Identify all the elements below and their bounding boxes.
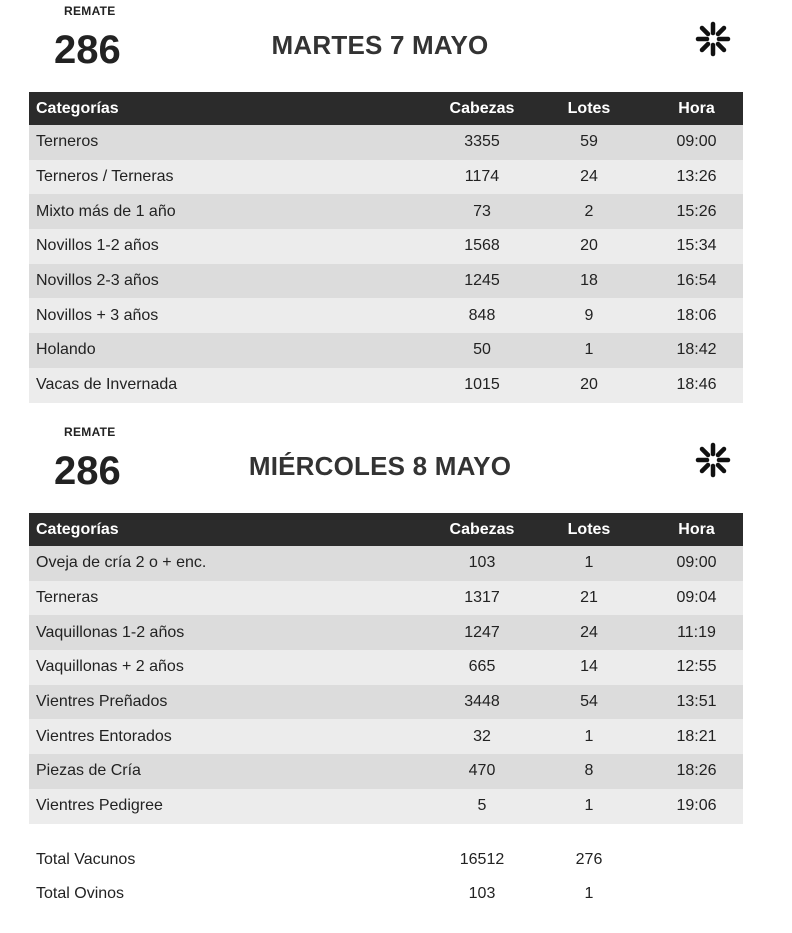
cell-categoria: Vientres Preñados [29,685,436,720]
cell-categoria: Terneras [29,581,436,616]
cell-cabezas: 1317 [436,581,528,616]
cell-hora: 13:51 [650,685,743,720]
header-cabezas: Cabezas [436,513,528,546]
cell-lotes: 14 [528,650,650,685]
table-row [29,650,743,685]
remate-label: REMATE [64,4,116,18]
day-title: MARTES 7 MAYO [271,30,489,60]
cell-hora: 18:46 [650,368,743,403]
cell-categoria: Vientres Entorados [29,719,436,754]
cell-cabezas: 1174 [436,160,528,195]
remate-number: 286 [54,449,121,493]
cell-lotes: 54 [528,685,650,720]
cell-categoria: Mixto más de 1 año [29,194,436,229]
cell-lotes: 1 [528,546,650,581]
table-row [29,368,743,403]
cell-hora: 11:19 [650,615,743,650]
cell-hora: 19:06 [650,789,743,824]
starburst-logo-icon [694,441,732,479]
total-label: Total Ovinos [29,877,436,911]
header-lotes: Lotes [528,513,650,546]
cell-hora: 09:04 [650,581,743,616]
cell-lotes: 59 [528,125,650,160]
cell-hora: 09:00 [650,125,743,160]
cell-cabezas: 1015 [436,368,528,403]
cell-categoria: Holando [29,333,436,368]
cell-cabezas: 848 [436,298,528,333]
cell-hora: 18:42 [650,333,743,368]
cell-lotes: 8 [528,754,650,789]
cell-cabezas: 1245 [436,264,528,299]
total-empty-cell [650,877,743,911]
total-lotes: 1 [528,877,650,911]
cell-hora: 18:06 [650,298,743,333]
cell-cabezas: 32 [436,719,528,754]
header-categorias: Categorías [29,513,436,546]
cell-lotes: 1 [528,719,650,754]
cell-hora: 16:54 [650,264,743,299]
cell-hora: 18:21 [650,719,743,754]
cell-cabezas: 5 [436,789,528,824]
cell-cabezas: 50 [436,333,528,368]
category-table [29,513,743,824]
total-lotes: 276 [528,843,650,877]
cell-categoria: Piezas de Cría [29,754,436,789]
cell-categoria: Terneros [29,125,436,160]
cell-categoria: Vaquillonas 1-2 años [29,615,436,650]
cell-cabezas: 470 [436,754,528,789]
cell-cabezas: 103 [436,546,528,581]
category-table [29,92,743,403]
cell-hora: 15:26 [650,194,743,229]
table-row [29,754,743,789]
cell-lotes: 9 [528,298,650,333]
totals-table [29,843,743,911]
cell-hora: 15:34 [650,229,743,264]
cell-categoria: Vaquillonas + 2 años [29,650,436,685]
day-title: MIÉRCOLES 8 MAYO [248,451,512,481]
cell-categoria: Vacas de Invernada [29,368,436,403]
header-categorias: Categorías [29,92,436,125]
header-hora: Hora [650,513,743,546]
cell-lotes: 20 [528,229,650,264]
cell-cabezas: 3448 [436,685,528,720]
total-cabezas: 103 [436,877,528,911]
header-cabezas: Cabezas [436,92,528,125]
cell-categoria: Novillos 2-3 años [29,264,436,299]
cell-cabezas: 1247 [436,615,528,650]
cell-lotes: 21 [528,581,650,616]
starburst-logo-icon [694,20,732,58]
table-row [29,789,743,824]
table-row [29,581,743,616]
cell-lotes: 1 [528,333,650,368]
table-header-row [29,513,743,546]
cell-lotes: 24 [528,615,650,650]
table-row [29,298,743,333]
table-row [29,160,743,195]
cell-cabezas: 665 [436,650,528,685]
table-row [29,229,743,264]
cell-categoria: Novillos + 3 años [29,298,436,333]
cell-hora: 13:26 [650,160,743,195]
cell-hora: 18:26 [650,754,743,789]
cell-cabezas: 73 [436,194,528,229]
header-hora: Hora [650,92,743,125]
cell-categoria: Oveja de cría 2 o + enc. [29,546,436,581]
table-row [29,685,743,720]
cell-hora: 09:00 [650,546,743,581]
table-row [29,194,743,229]
cell-categoria: Terneros / Terneras [29,160,436,195]
header-lotes: Lotes [528,92,650,125]
table-row [29,719,743,754]
cell-lotes: 1 [528,789,650,824]
table-row [29,264,743,299]
totals-row [29,877,743,911]
cell-categoria: Novillos 1-2 años [29,229,436,264]
table-header-row [29,92,743,125]
table-row [29,546,743,581]
remate-label: REMATE [64,425,116,439]
cell-categoria: Vientres Pedigree [29,789,436,824]
totals-row [29,843,743,877]
cell-lotes: 20 [528,368,650,403]
table-row [29,615,743,650]
cell-lotes: 2 [528,194,650,229]
cell-lotes: 18 [528,264,650,299]
total-empty-cell [650,843,743,877]
cell-hora: 12:55 [650,650,743,685]
total-cabezas: 16512 [436,843,528,877]
table-row [29,333,743,368]
cell-cabezas: 3355 [436,125,528,160]
table-row [29,125,743,160]
cell-cabezas: 1568 [436,229,528,264]
total-label: Total Vacunos [29,843,436,877]
cell-lotes: 24 [528,160,650,195]
remate-number: 286 [54,28,121,72]
